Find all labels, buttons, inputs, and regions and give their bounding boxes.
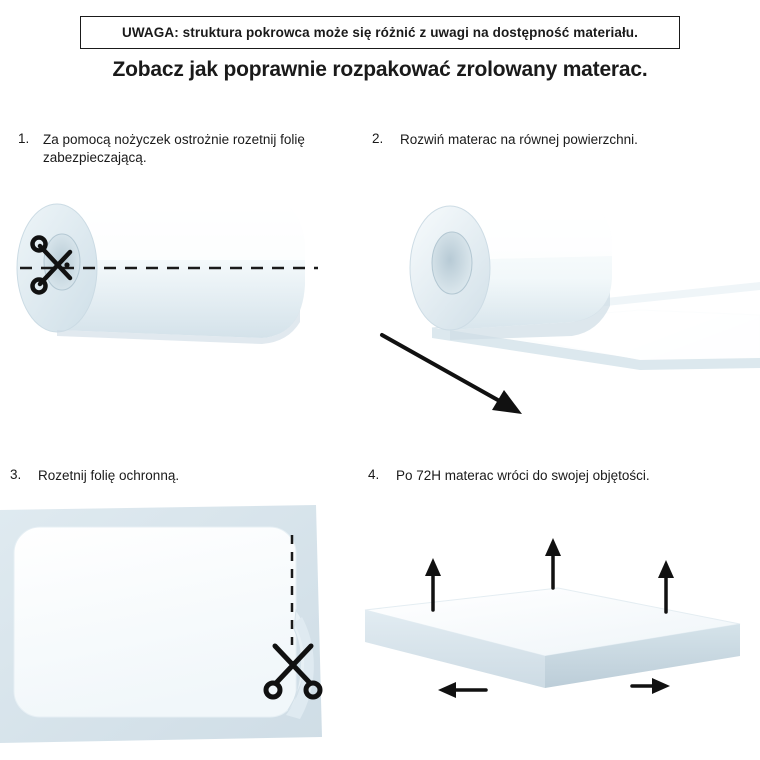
mattress-roll-graphic bbox=[17, 198, 305, 344]
illustration-step-2 bbox=[340, 160, 760, 440]
step-4-number: 4. bbox=[368, 467, 380, 482]
step-1-number: 1. bbox=[18, 131, 30, 146]
wrapped-mattress-graphic bbox=[0, 505, 322, 743]
illustration-step-4 bbox=[340, 500, 760, 750]
unrolling-mattress-graphic bbox=[410, 200, 760, 370]
notice-text: UWAGA: struktura pokrowca może się różnić z uwagi na dostępność materiału. bbox=[121, 25, 638, 40]
step-1-label: Za pomocą nożyczek ostrożnie rozetnij folię zabezpieczającą. bbox=[43, 132, 305, 166]
step-3-number: 3. bbox=[10, 467, 22, 482]
notice-banner bbox=[80, 16, 680, 49]
expanded-mattress-graphic bbox=[365, 588, 740, 688]
step-2-label: Rozwiń materac na równej powierzchni. bbox=[400, 132, 638, 147]
illustration-step-1 bbox=[0, 170, 340, 400]
page-title: Zobacz jak poprawnie rozpakować zrolowany materac. bbox=[112, 58, 648, 81]
illustration-step-3 bbox=[0, 505, 340, 745]
step-3-label: Rozetnij folię ochronną. bbox=[38, 468, 180, 483]
step-2-number: 2. bbox=[372, 131, 384, 146]
step-4-label: Po 72H materac wróci do swojej objętości. bbox=[396, 468, 650, 483]
